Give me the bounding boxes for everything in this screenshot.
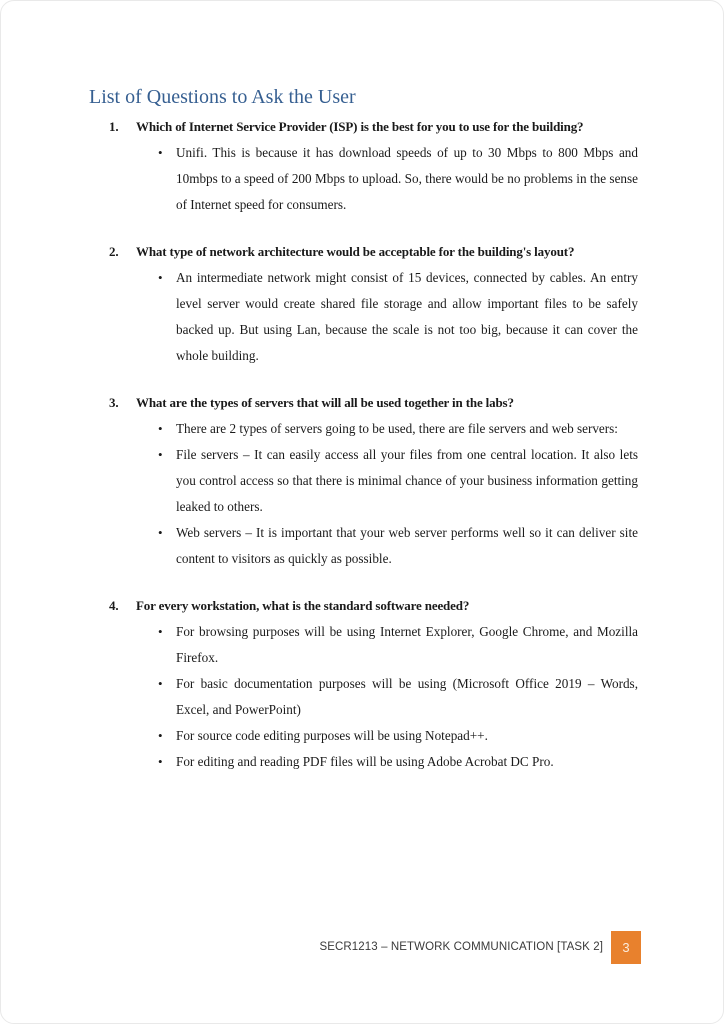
- answer-text: Web servers – It is important that your web server performs well so it can deliver site content to visitors as quickly as possible.: [176, 525, 638, 566]
- bullet-icon: •: [158, 421, 163, 436]
- answer-bullet-item: [89, 749, 638, 775]
- bullet-icon: •: [158, 728, 163, 743]
- answer-bullet-item: [89, 265, 638, 369]
- question-heading: [89, 239, 638, 265]
- answer-list: [89, 619, 638, 775]
- answer-bullet-item: [89, 619, 638, 671]
- bullet-icon: •: [158, 754, 163, 769]
- answer-text: For source code editing purposes will be using Notepad++.: [176, 728, 488, 743]
- answer-bullet-item: [89, 416, 638, 442]
- question-text: Which of Internet Service Provider (ISP) is the best for you to use for the building?: [136, 119, 584, 134]
- question-number: 4.: [109, 598, 119, 613]
- answer-text: For browsing purposes will be using Internet Explorer, Google Chrome, and Mozilla Firefox.: [176, 624, 638, 665]
- footer: [1, 931, 724, 964]
- answer-text: Unifi. This is because it has download speeds of up to 30 Mbps to 800 Mbps and 10mbps to a speed of 200 Mbps to upload. So, there would be no problems in the sense of Internet speed for consumers.: [176, 145, 638, 212]
- bullet-icon: •: [158, 447, 163, 462]
- question-item-3: [89, 390, 638, 572]
- document-body: [89, 85, 638, 796]
- answer-text: There are 2 types of servers going to be used, there are file servers and web servers:: [176, 421, 618, 436]
- question-heading: [89, 593, 638, 619]
- answer-text: For basic documentation purposes will be using (Microsoft Office 2019 – Words, Excel, and PowerPoint): [176, 676, 638, 717]
- answer-bullet-item: [89, 723, 638, 749]
- bullet-icon: •: [158, 624, 163, 639]
- question-text: What type of network architecture would be acceptable for the building's layout?: [136, 244, 575, 259]
- bullet-icon: •: [158, 270, 163, 285]
- question-number: 3.: [109, 395, 119, 410]
- answer-bullet-item: [89, 140, 638, 218]
- answer-list: [89, 140, 638, 218]
- answer-list: [89, 265, 638, 369]
- question-number: 2.: [109, 244, 119, 259]
- question-heading: [89, 114, 638, 140]
- question-item-2: [89, 239, 638, 369]
- answer-bullet-item: [89, 520, 638, 572]
- question-text: What are the types of servers that will all be used together in the labs?: [136, 395, 514, 410]
- question-item-4: [89, 593, 638, 775]
- footer-course-text: SECR1213 – NETWORK COMMUNICATION [TASK 2]: [319, 941, 603, 953]
- answer-bullet-item: [89, 442, 638, 520]
- bullet-icon: •: [158, 145, 163, 160]
- question-item-1: [89, 114, 638, 218]
- question-number: 1.: [109, 119, 119, 134]
- question-text: For every workstation, what is the standard software needed?: [136, 598, 470, 613]
- answer-text: File servers – It can easily access all your files from one central location. It also lets you control access so that there is minimal chance of your business information getting leaked to others.: [176, 447, 638, 514]
- answer-text: For editing and reading PDF files will be using Adobe Acrobat DC Pro.: [176, 754, 554, 769]
- page-title: List of Questions to Ask the User: [89, 86, 356, 108]
- answer-text: An intermediate network might consist of 15 devices, connected by cables. An entry level server would create shared file storage and allow important files to be safely backed up. But using Lan, because the scale is not too big, because it can cover the whole building.: [176, 270, 638, 363]
- bullet-icon: •: [158, 676, 163, 691]
- answer-list: [89, 416, 638, 572]
- answer-bullet-item: [89, 671, 638, 723]
- page-number-badge: 3: [611, 931, 641, 964]
- bullet-icon: •: [158, 525, 163, 540]
- question-heading: [89, 390, 638, 416]
